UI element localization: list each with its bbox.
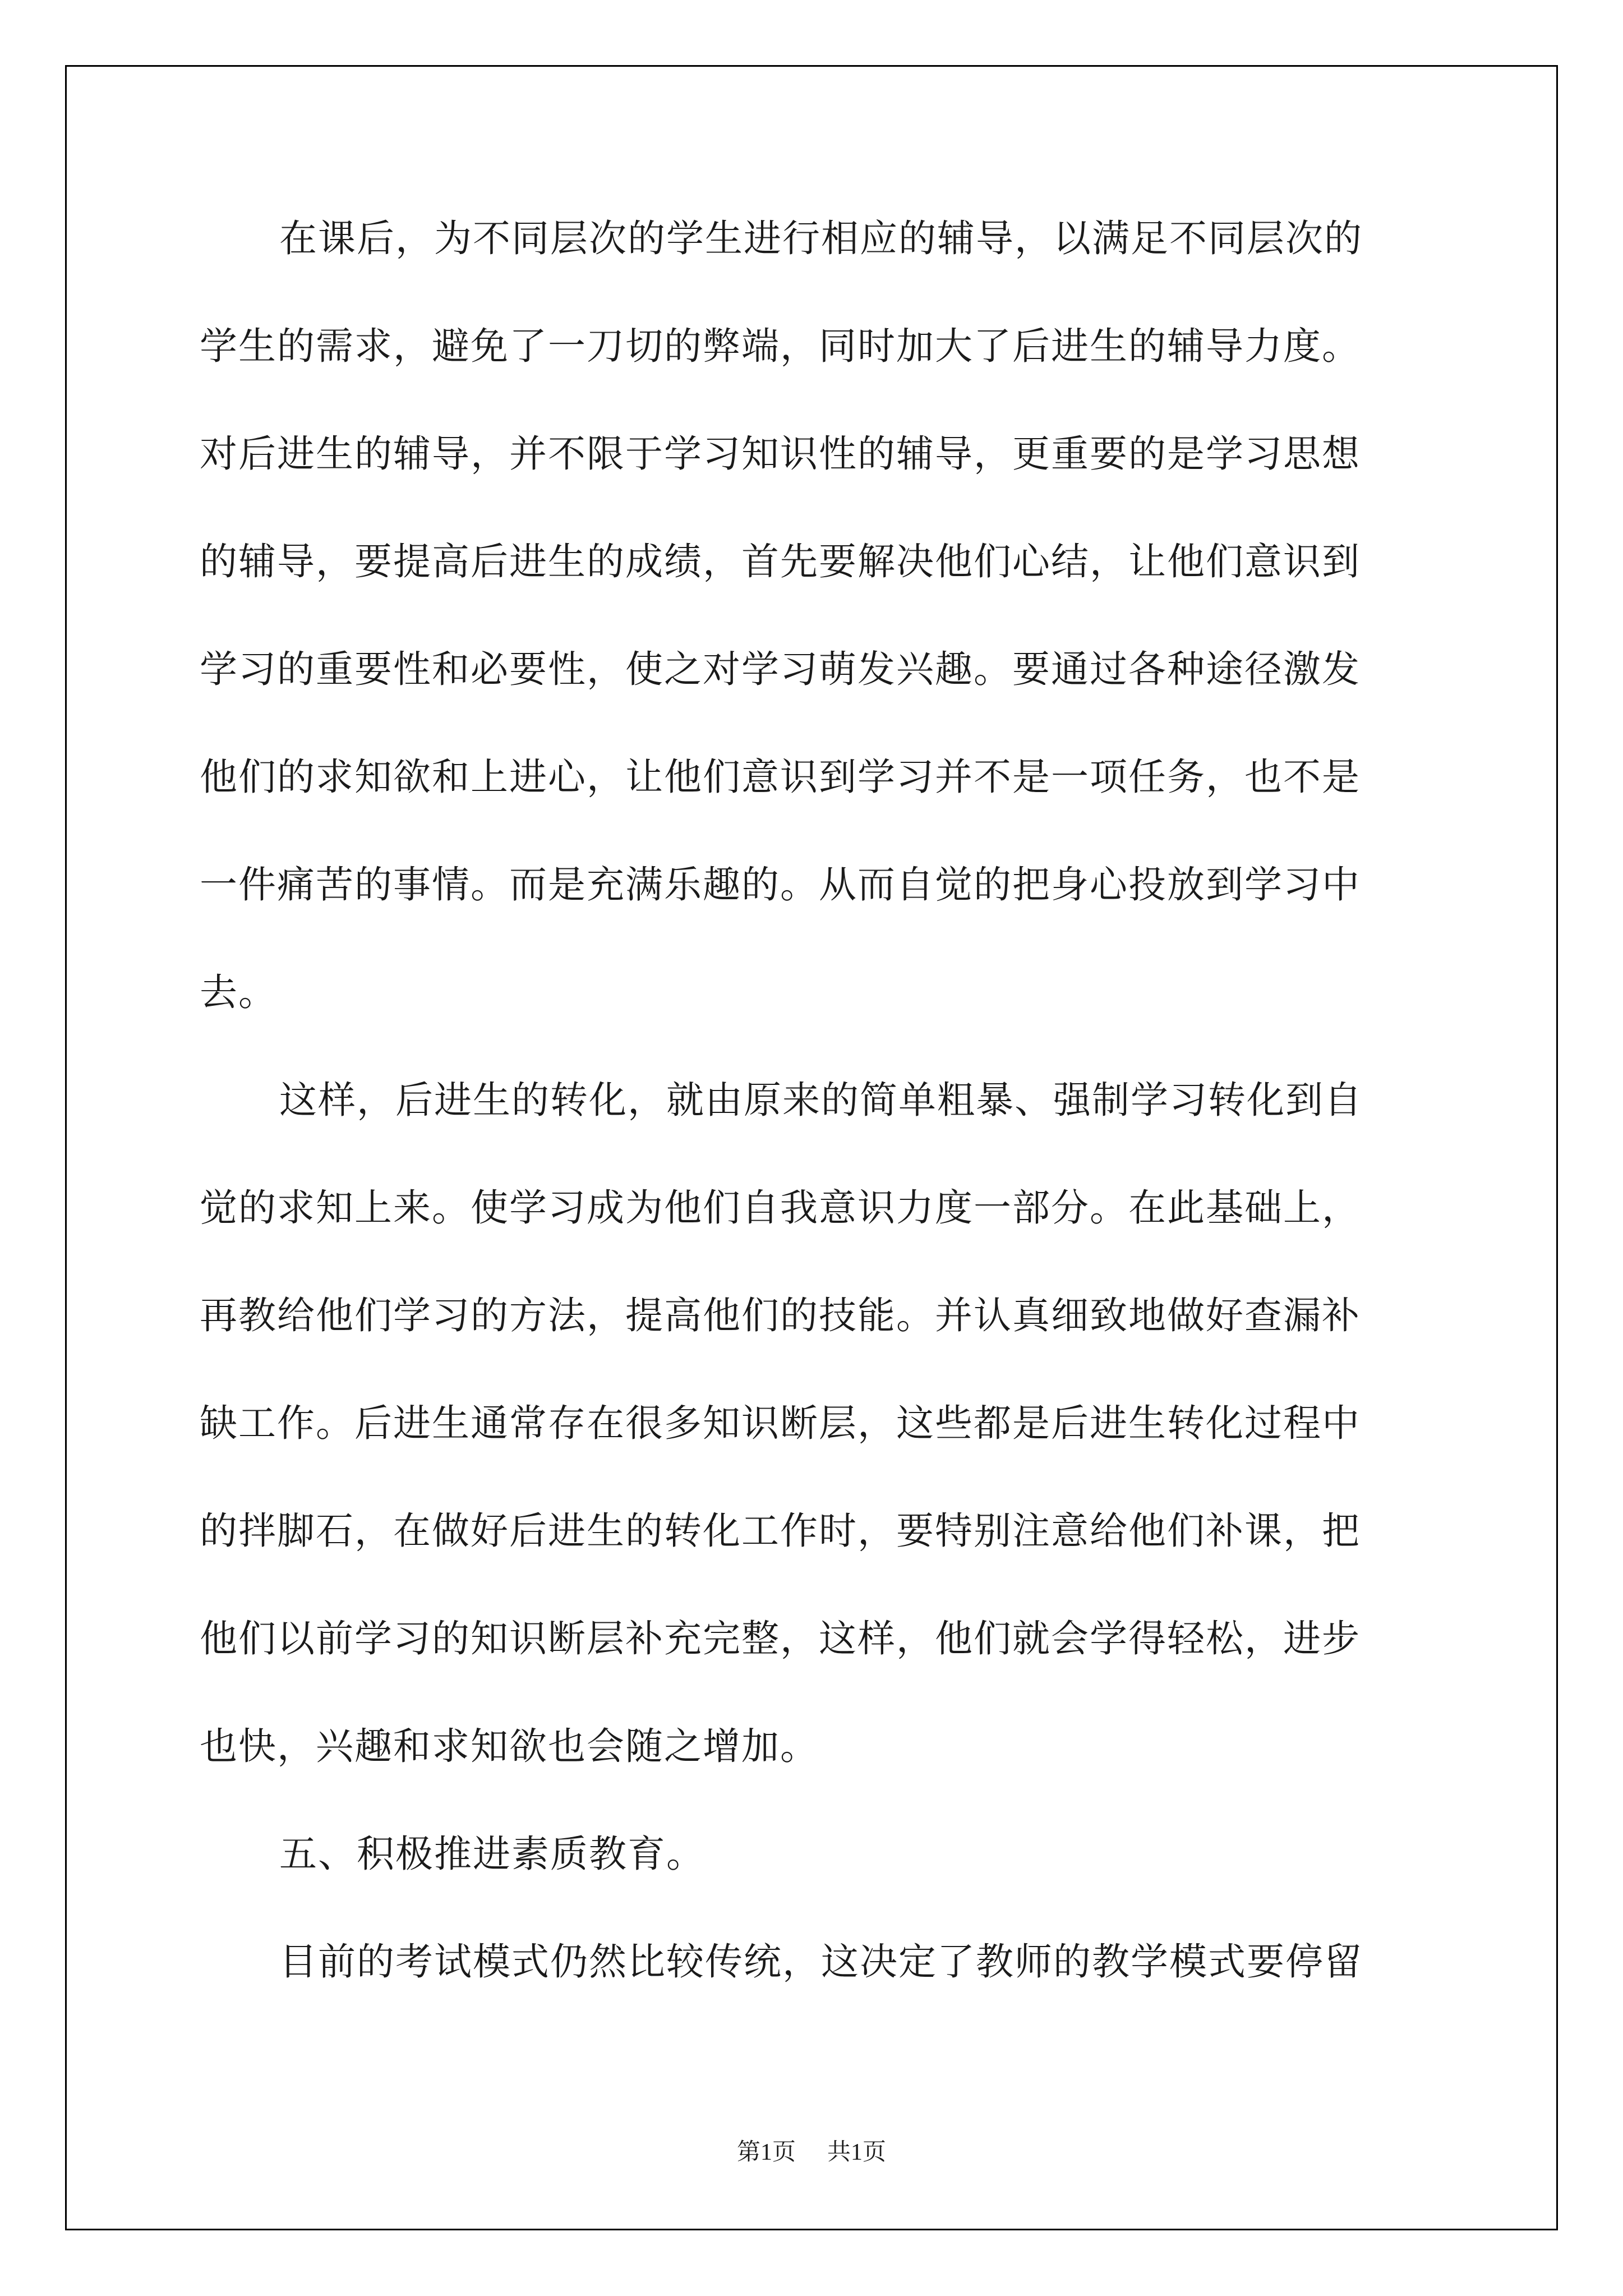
body-line-8: 去。	[200, 970, 277, 1014]
body-line-4: 的辅导，要提高后进生的成绩，首先要解决他们心结，让他们意识到	[200, 540, 1361, 583]
body-line-6: 他们的求知欲和上进心，让他们意识到学习并不是一项任务，也不是	[200, 755, 1361, 799]
body-line-12: 缺工作。后进生通常存在很多知识断层，这些都是后进生转化过程中	[200, 1401, 1361, 1445]
page-footer	[0, 2138, 1623, 2166]
body-line-17: 目前的考试模式仍然比较传统，这决定了教师的教学模式要停留	[279, 1940, 1363, 1984]
body-line-1: 在课后，为不同层次的学生进行相应的辅导，以满足不同层次的	[279, 217, 1363, 260]
body-line-7: 一件痛苦的事情。而是充满乐趣的。从而自觉的把身心投放到学习中	[200, 863, 1361, 907]
section-heading: 五、积极推进素质教育。	[279, 1832, 705, 1876]
body-line-2: 学生的需求，避免了一刀切的弊端，同时加大了后进生的辅导力度。	[200, 324, 1361, 368]
page-number: 第1页	[736, 2139, 796, 2165]
body-line-15: 也快，兴趣和求知欲也会随之增加。	[200, 1724, 819, 1768]
body-line-14: 他们以前学习的知识断层补充完整，这样，他们就会学得轻松，进步	[200, 1617, 1361, 1660]
body-line-5: 学习的重要性和必要性，使之对学习萌发兴趣。要通过各种途径激发	[200, 647, 1361, 691]
body-line-10: 觉的求知上来。使学习成为他们自我意识力度一部分。在此基础上，	[200, 1186, 1361, 1230]
body-line-13: 的拌脚石，在做好后进生的转化工作时，要特别注意给他们补课，把	[200, 1509, 1361, 1553]
body-line-9: 这样，后进生的转化，就由原来的简单粗暴、强制学习转化到自	[279, 1078, 1363, 1122]
document-body	[200, 218, 1433, 2049]
body-line-3: 对后进生的辅导，并不限于学习知识性的辅导，更重要的是学习思想	[200, 432, 1361, 476]
body-line-11: 再教给他们学习的方法，提高他们的技能。并认真细致地做好查漏补	[200, 1294, 1361, 1337]
page-total: 共1页	[827, 2139, 887, 2165]
